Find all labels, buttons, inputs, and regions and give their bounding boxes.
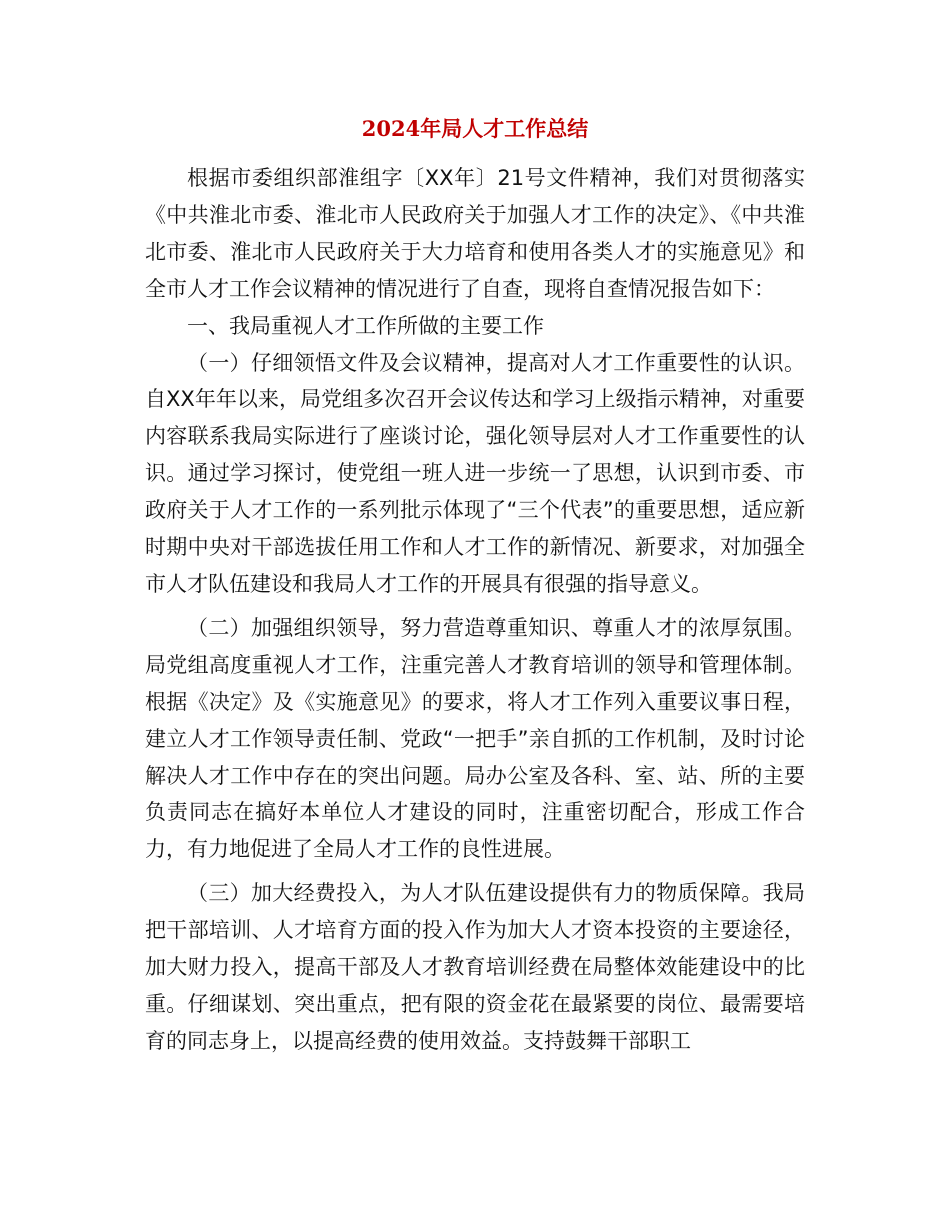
paragraph-item-two: （二）加强组织领导，努力营造尊重知识、尊重人才的浓厚氛围。局党组高度重视人才工作，注重完善人才教育培训的领导和管理体制。根据《决定》及《实施意见》的要求，将人才工作列入重要议事日程，建立人才工作领导责任制、党政“一把手”亲自抓的工作机制，及时讨论解决人才工作中存在的突出问题。局办公室及各科、室、站、所的主要负责同志在搞好本单位人才建设的同时，注重密切配合，形成工作合力，有力地促进了全局人才工作的良性进展。 (145, 615, 805, 862)
document-title: 2024年局人才工作总结 (361, 116, 589, 141)
paragraph-intro: 根据市委组织部淮组字〔XX年〕21号文件精神，我们对贯彻落实《中共淮北市委、淮北市人民政府关于加强人才工作的决定》、《中共淮北市委、淮北市人民政府关于大力培育和使用各类人才的实施意见》和全市人才工作会议精神的情况进行了自查，现将自查情况报告如下： (145, 166, 805, 301)
paragraph-item-one: （一）仔细领悟文件及会议精神，提高对人才工作重要性的认识。自XX年年以来，局党组多次召开会议传达和学习上级指示精神，对重要内容联系我局实际进行了座谈讨论，强化领导层对人才工作重要性的认识。通过学习探讨，使党组一班人进一步统一了思想，认识到市委、市政府关于人才工作的一系列批示体现了“三个代表”的重要思想，适应新时期中央对干部选拔任用工作和人才工作的新情况、新要求，对加强全市人才队伍建设和我局人才工作的开展具有很强的指导意义。 (145, 350, 805, 596)
paragraph-item-three: （三）加大经费投入，为人才队伍建设提供有力的物质保障。我局把干部培训、人才培育方面的投入作为加大人才资本投资的主要途径，加大财力投入，提高干部及人才教育培训经费在局整体效能建设中的比重。仔细谋划、突出重点，把有限的资金花在最紧要的岗位、最需要培育的同志身上，以提高经费的使用效益。支持鼓舞干部职工 (145, 881, 805, 1053)
document-body (145, 160, 805, 1060)
paragraph-section-heading: 一、我局重视人才工作所做的主要工作 (187, 313, 544, 338)
